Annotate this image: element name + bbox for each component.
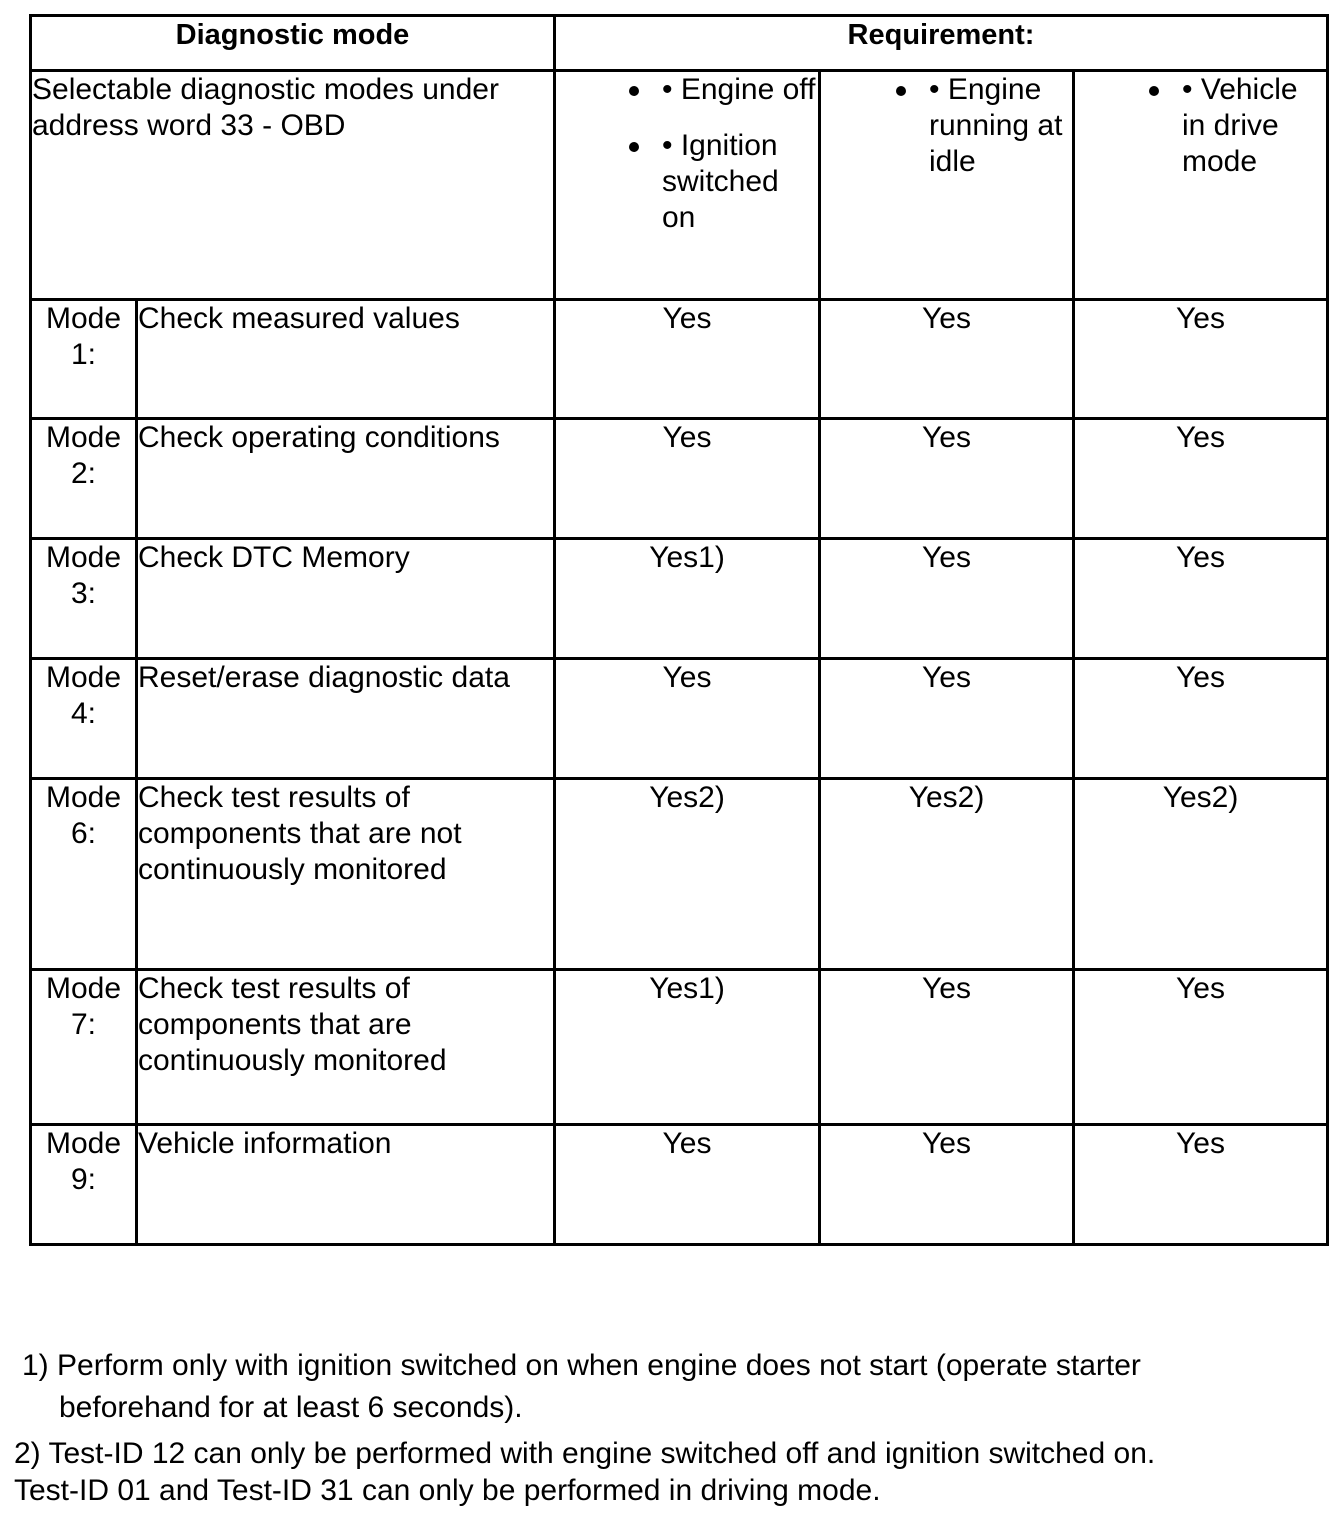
value-engine-off: Yes [555, 300, 820, 419]
value-engine-off: Yes1) [555, 539, 820, 659]
mode-description: Reset/erase diagnostic data [137, 659, 555, 779]
header-diagnostic-mode: Diagnostic mode [31, 16, 555, 71]
requirement-item: • Engine running at idle [896, 72, 1072, 180]
mode-description: Vehicle information [137, 1125, 555, 1245]
table-row [31, 659, 1328, 779]
table-row [31, 419, 1328, 539]
footnotes [14, 1345, 1314, 1509]
value-engine-idle: Yes [820, 419, 1074, 539]
value-engine-idle: Yes [820, 300, 1074, 419]
mode-label: Mode 2: [31, 419, 137, 539]
value-drive-mode: Yes [1074, 970, 1328, 1125]
footnote-1: 1) Perform only with ignition switched on when engine does not start (operate starter beforehand for at least 6 seconds). [22, 1349, 1141, 1424]
value-engine-off: Yes1) [555, 970, 820, 1125]
mode-description: Check DTC Memory [137, 539, 555, 659]
bullet-icon [629, 142, 639, 152]
table-row [31, 539, 1328, 659]
diagnostic-mode-table [29, 14, 1329, 1246]
value-engine-idle: Yes2) [820, 779, 1074, 970]
requirement-engine-off-cell [555, 71, 820, 300]
mode-description: Check operating conditions [137, 419, 555, 539]
value-drive-mode: Yes [1074, 419, 1328, 539]
requirement-item: • Engine off [629, 72, 818, 108]
mode-label: Mode 1: [31, 300, 137, 419]
value-drive-mode: Yes [1074, 1125, 1328, 1245]
requirement-item: • Vehicle in drive mode [1149, 72, 1326, 180]
table-row [31, 970, 1328, 1125]
value-engine-idle: Yes [820, 970, 1074, 1125]
mode-label: Mode 4: [31, 659, 137, 779]
mode-label: Mode 9: [31, 1125, 137, 1245]
value-engine-idle: Yes [820, 659, 1074, 779]
value-engine-off: Yes2) [555, 779, 820, 970]
table-row [31, 300, 1328, 419]
requirement-engine-idle-cell [820, 71, 1074, 300]
value-engine-off: Yes [555, 1125, 820, 1245]
value-engine-idle: Yes [820, 539, 1074, 659]
value-drive-mode: Yes [1074, 539, 1328, 659]
value-drive-mode: Yes [1074, 659, 1328, 779]
bullet-icon [1149, 86, 1159, 96]
value-drive-mode: Yes2) [1074, 779, 1328, 970]
table-row [31, 779, 1328, 970]
value-drive-mode: Yes [1074, 300, 1328, 419]
mode-description: Check test results of components that are continuously monitored [137, 970, 555, 1125]
mode-description: Check test results of components that are not continuously monitored [137, 779, 555, 970]
value-engine-off: Yes [555, 659, 820, 779]
bullet-icon [896, 86, 906, 96]
requirement-item: • Ignition switched on [629, 128, 818, 236]
value-engine-idle: Yes [820, 1125, 1074, 1245]
value-engine-off: Yes [555, 419, 820, 539]
mode-label: Mode 6: [31, 779, 137, 970]
mode-label: Mode 7: [31, 970, 137, 1125]
footnote-2: 2) Test-ID 12 can only be performed with engine switched off and ignition switched on. Test-ID 01 and Test-ID 31 can only be performed in driving mode. [14, 1437, 1156, 1507]
table-row [31, 1125, 1328, 1245]
bullet-icon [629, 86, 639, 96]
requirement-drive-mode-cell [1074, 71, 1328, 300]
mode-description: Check measured values [137, 300, 555, 419]
mode-label: Mode 3: [31, 539, 137, 659]
header-requirement: Requirement: [555, 16, 1328, 71]
selectable-modes-cell: Selectable diagnostic modes under address word 33 - OBD [31, 71, 555, 300]
